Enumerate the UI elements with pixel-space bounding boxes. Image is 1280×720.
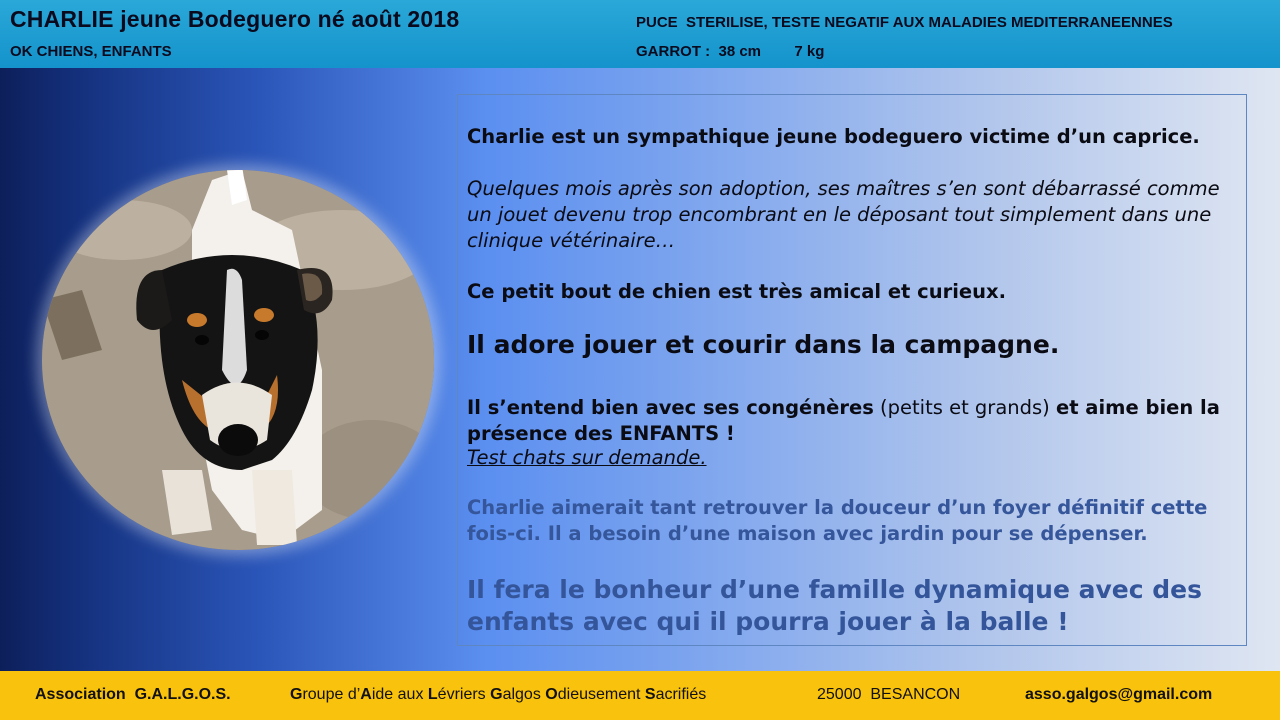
compatibility-part1: Il s’entend bien avec ses congénères bbox=[467, 396, 874, 419]
health-info: PUCE STERILISE, TESTE NEGATIF AUX MALADIES MEDITERRANEENNES bbox=[636, 14, 1173, 31]
compatibility-part3: et aime bien la présence des ENFANTS ! bbox=[467, 396, 1220, 445]
word-groupe: roupe d’ bbox=[302, 686, 361, 703]
activity-text: Il adore jouer et courir dans la campagne. bbox=[467, 330, 1060, 359]
city: 25000 BESANCON bbox=[817, 686, 961, 703]
initial-o: O bbox=[545, 686, 558, 703]
initial-l: L bbox=[427, 686, 438, 703]
word-aide: ide aux bbox=[371, 686, 428, 703]
closing-text: Il fera le bonheur d’une famille dynamique avec des enfants avec qui il pourra jouer à la balle ! bbox=[467, 575, 1203, 636]
word-galgos: algos bbox=[502, 686, 546, 703]
size-info: GARROT : 38 cm 7 kg bbox=[636, 43, 825, 60]
wish-text: Charlie aimerait tant retrouver la douceur d’un foyer définitif cette fois-ci. Il a besoin d’une maison avec jardin pour se dépenser. bbox=[467, 496, 1208, 545]
compatibility-part2: (petits et grands) bbox=[873, 396, 1056, 419]
dog-illustration bbox=[42, 170, 434, 550]
initial-a: A bbox=[360, 686, 372, 703]
word-sacrifies: acrifiés bbox=[655, 686, 707, 703]
page-title: CHARLIE jeune Bodeguero né août 2018 bbox=[10, 6, 460, 32]
footer-banner bbox=[0, 671, 1280, 720]
association-name: Association G.A.L.G.O.S. bbox=[35, 686, 231, 703]
association-fullname bbox=[290, 686, 706, 704]
header-banner bbox=[0, 0, 1280, 68]
cats-test-text: Test chats sur demande. bbox=[467, 446, 707, 469]
email-link[interactable]: asso.galgos@gmail.com bbox=[1025, 686, 1213, 703]
dog-photo bbox=[42, 170, 434, 550]
initial-s: S bbox=[644, 686, 656, 703]
word-odieusement: dieusement bbox=[557, 686, 645, 703]
temperament-text: Ce petit bout de chien est très amical et curieux. bbox=[467, 280, 1006, 303]
compatibility-note: OK CHIENS, ENFANTS bbox=[10, 43, 172, 60]
intro-text: Charlie est un sympathique jeune bodeguero victime d’un caprice. bbox=[467, 125, 1200, 148]
history-text: Quelques mois après son adoption, ses maîtres s’en sont débarrassé comme un jouet devenu trop encombrant en le déposant tout simplement dans une clinique vétérinaire… bbox=[467, 177, 1220, 252]
initial-g2: G bbox=[490, 686, 503, 703]
word-levriers: évriers bbox=[437, 686, 491, 703]
initial-g: G bbox=[290, 686, 303, 703]
compatibility-text bbox=[467, 395, 1237, 447]
